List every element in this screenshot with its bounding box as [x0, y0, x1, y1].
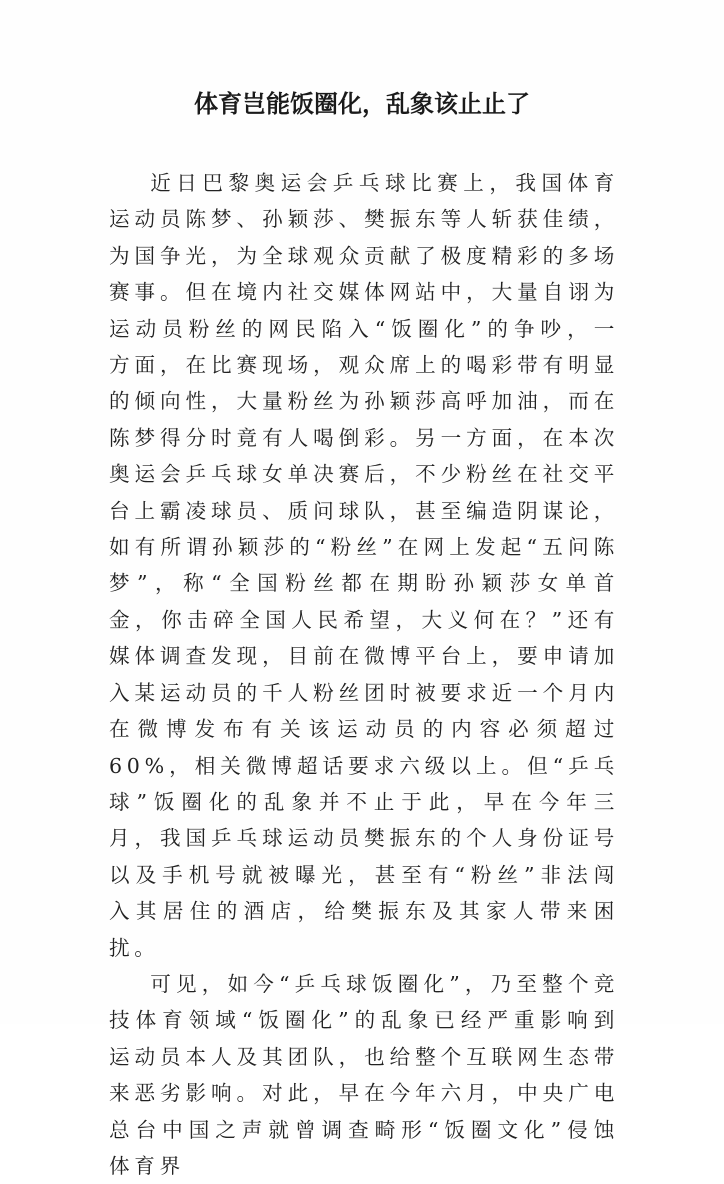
paragraph-1: 近日巴黎奥运会乒乓球比赛上，我国体育运动员陈梦、孙颖莎、樊振东等人斩获佳绩，为国争光，为全球观众贡献了极度精彩的多场赛事。但在境内社交媒体网站中，大量自诩为运动员粉丝的网民陷入“饭圈化”的争吵，一方面，在比赛现场，观众席上的喝彩带有明显的倾向性，大量粉丝为孙颖莎高呼加油，而在陈梦得分时竟有人喝倒彩。另一方面，在本次奥运会乒乓球女单决赛后，不少粉丝在社交平台上霸凌球员、质问球队，甚至编造阴谋论，如有所谓孙颖莎的“粉丝”在网上发起“五问陈梦”，称“全国粉丝都在期盼孙颖莎女单首金，你击碎全国人民希望，大义何在？”还有媒体调查发现，目前在微博平台上，要申请加入某运动员的千人粉丝团时被要求近一个月内在微博发布有关该运动员的内容必须超过60%，相关微博超话要求六级以上。但“乒乓球”饭圈化的乱象并不止于此，早在今年三月，我国乒乓球运动员樊振东的个人身份证号以及手机号就被曝光，甚至有“粉丝”非法闯入其居住的酒店，给樊振东及其家人带来困扰。: [109, 171, 619, 960]
document-title: 体育岂能饭圈化，乱象该止止了: [194, 89, 530, 118]
paragraph-2: 可见，如今“乒乓球饭圈化”，乃至整个竞技体育领域“饭圈化”的乱象已经严重影响到运动员本人及其团队，也给整个互联网生态带来恶劣影响。对此，早在今年六月，中央广电总台中国之声就曾调查畸形“饭圈文化”侵蚀体育界: [109, 971, 619, 1178]
document-body: [109, 165, 619, 1184]
